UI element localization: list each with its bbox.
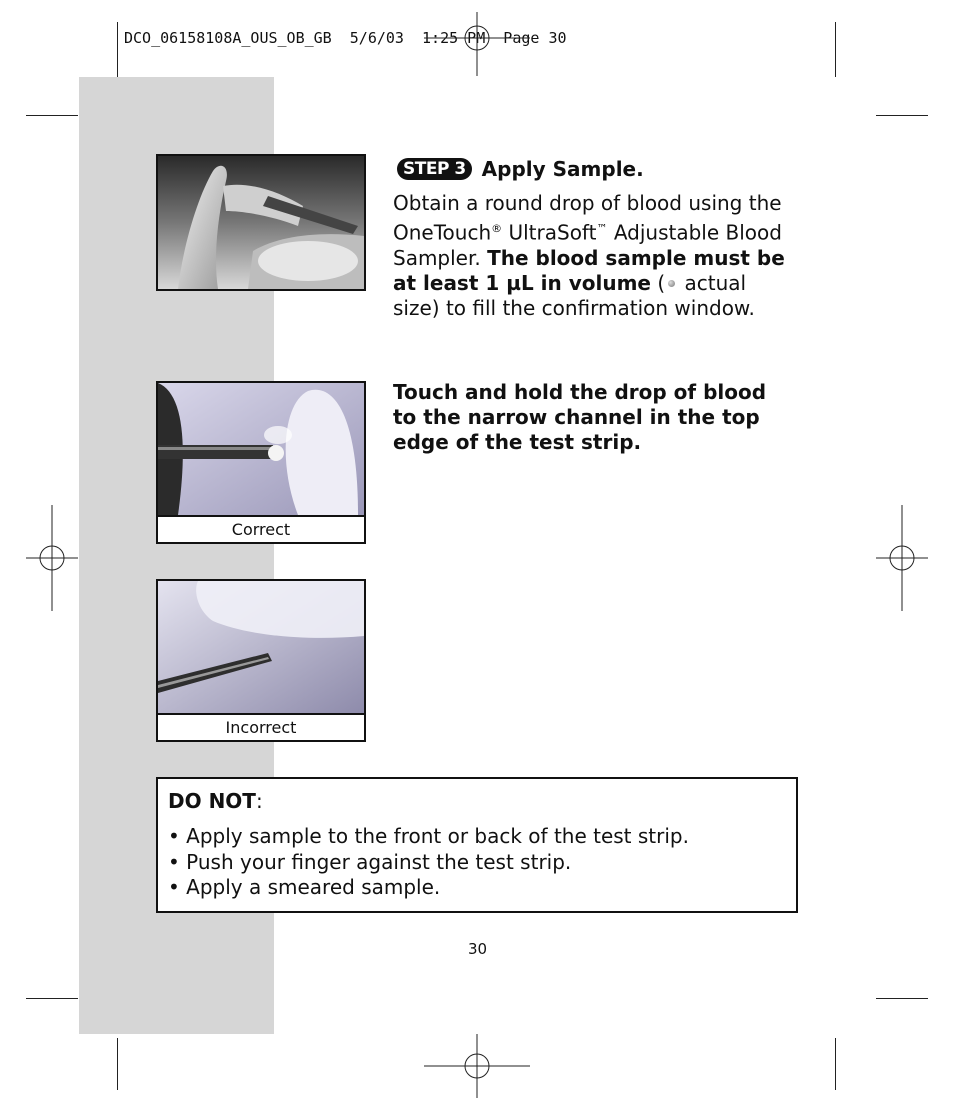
step-heading (397, 157, 644, 181)
touch-instruction: Touch and hold the drop of blood to the narrow channel in the top edge of the test strip. (393, 380, 767, 454)
print-slug: DCO_06158108A_OUS_OB_GB 5/6/03 1:25 PM Page 30 (124, 29, 567, 47)
correct-application-image (158, 383, 364, 515)
volume-requirement: The blood sample must be at least 1 µL in volume (393, 245, 785, 295)
crop-mark (117, 22, 118, 77)
list-item: • Push your finger against the test strip. (168, 849, 572, 874)
step-badge: STEP 3 (397, 158, 472, 180)
crop-mark (26, 115, 78, 116)
list-item: • Apply a smeared sample. (168, 875, 441, 899)
registration-mark-icon (424, 12, 530, 76)
list-item: • Apply sample to the front or back of the test strip. (168, 824, 689, 848)
crop-mark (117, 1038, 118, 1090)
caption-correct: Correct (158, 515, 364, 542)
step-instructions: Obtain a round drop of blood using the OneTouch® UltraSoft™ Adjustable Blood Sampler. The blood sample must be at least 1 µL in volume ( actual size) to fill the confirmation window. (393, 191, 785, 320)
registration-mark-icon (876, 505, 928, 611)
blood-drop-icon (668, 280, 675, 287)
registration-mark-icon (26, 505, 78, 611)
crop-mark (835, 1038, 836, 1090)
finger-lancing-image (158, 156, 364, 289)
photo-incorrect (156, 579, 366, 742)
photo-correct (156, 381, 366, 544)
do-not-list (168, 824, 689, 901)
caption-incorrect: Incorrect (158, 713, 364, 740)
registration-mark-icon (424, 1034, 530, 1098)
step-title: Apply Sample. (481, 157, 644, 181)
crop-mark (835, 22, 836, 77)
crop-mark (876, 998, 928, 999)
photo-apply-sample (156, 154, 366, 291)
page-number: 30 (468, 940, 488, 958)
crop-mark (876, 115, 928, 116)
incorrect-application-image (158, 581, 364, 713)
do-not-warning-box (156, 777, 798, 913)
crop-mark (26, 998, 78, 999)
do-not-heading: DO NOT: (168, 789, 263, 813)
